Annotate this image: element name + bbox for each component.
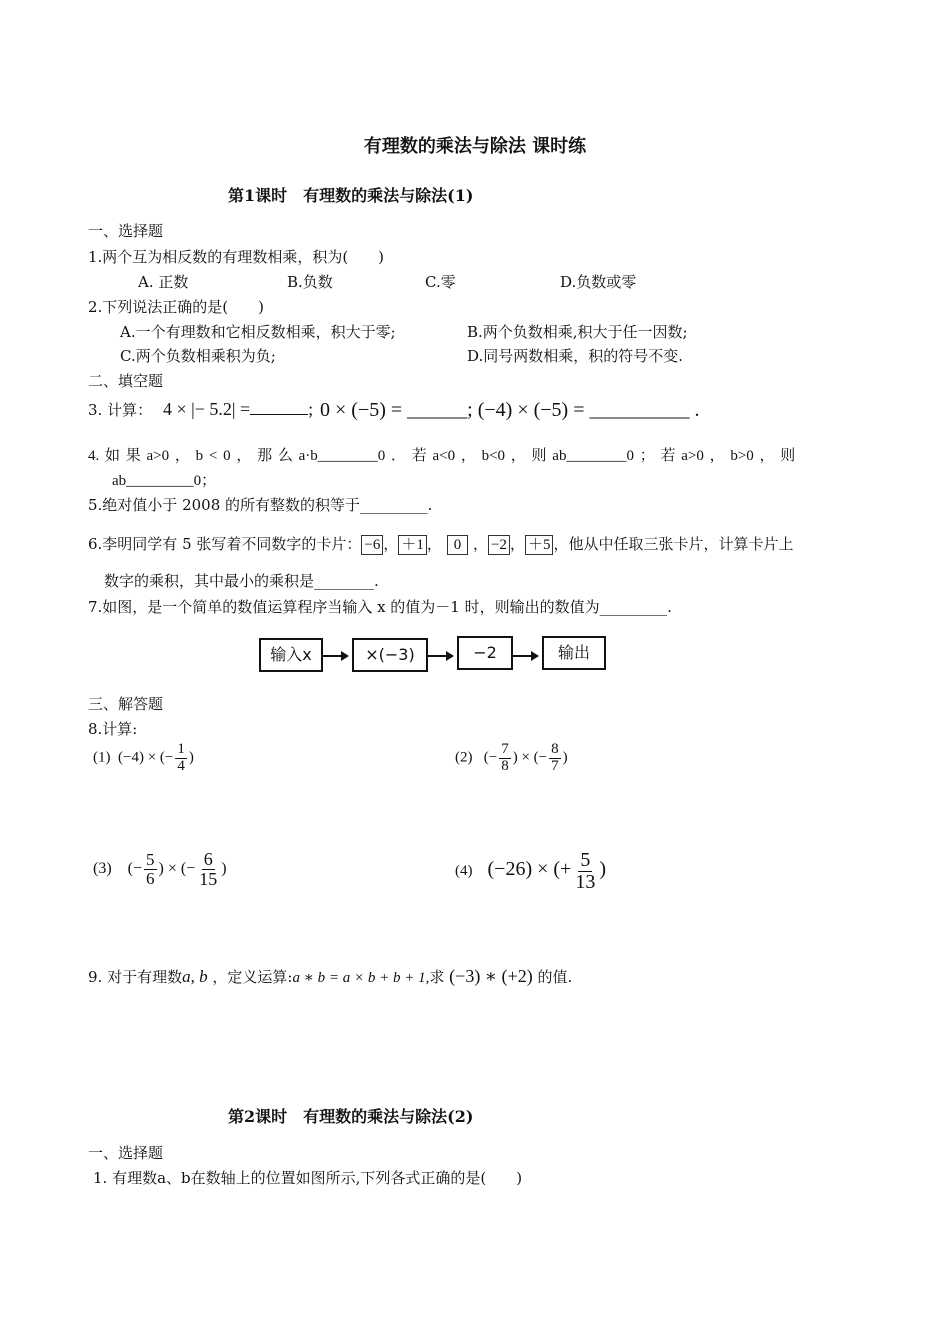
q8-part1: (1) (−4) × (− $\frac{1}{4}$ ) — [93, 741, 194, 774]
lesson2-q1: 1. 有理数a、b在数轴上的位置如图所示,下列各式正确的是( ) — [93, 1169, 523, 1187]
q1-option-a: A. 正数 — [138, 273, 189, 291]
q5: 5.绝对值小于 2008 的所有整数的积等于_________. — [88, 496, 433, 514]
lesson2-heading: 第2课时 有理数的乘法与除法(2) — [228, 1107, 474, 1126]
q9: 9. 对于有理数a, b ，定义运算:a ∗ b = a × b + b + 1,求 (−3) ∗ (+2) 的值. — [88, 966, 573, 986]
q6: 6.李明同学有 5 张写着不同数字的卡片： −6 ， ＋1 ， 0 ， −2 ， ＋5 ，他从中任取三张卡片，计算卡片上 — [88, 535, 794, 553]
q1-stem: 1.两个互为相反数的有理数相乘，积为( ) — [88, 248, 385, 266]
card-3: 0 — [447, 535, 469, 555]
q6-line2: 数字的乘积，其中最小的乘积是________. — [104, 572, 379, 590]
q1-option-d: D.负数或零 — [560, 273, 637, 291]
card-2: ＋1 — [398, 535, 427, 555]
section-solve: 三、解答题 — [88, 695, 164, 713]
q2-stem: 2.下列说法正确的是( ) — [88, 298, 265, 316]
lesson1-heading: 第1课时 有理数的乘法与除法(1) — [228, 186, 474, 205]
flow-arrow-1 — [323, 655, 347, 657]
q3-label: 3. 计算： — [88, 401, 153, 419]
q8-part4: (4) (−26) × (+ $\frac{5}{13}$ ) — [455, 849, 606, 893]
card-1: −6 — [361, 535, 383, 555]
q3-expr1: 4 × |− 5.2| = ; — [163, 399, 314, 419]
q7: 7.如图，是一个简单的数值运算程序当输入 x 的值为－1 时，则输出的数值为_________. — [88, 598, 672, 616]
q8-part3: (3) (− $\frac{5}{6}$ ) × (− $\frac{6}{15}$ ) — [93, 849, 227, 889]
flow-subtract-box: −2 — [457, 636, 513, 670]
q8-part2: (2) (− $\frac{7}{8}$ ) × (− $\frac{8}{7}$ ) — [455, 741, 568, 774]
flow-multiply-box: ×(−3) — [352, 638, 428, 672]
q1-option-b: B.负数 — [287, 273, 333, 291]
q8-label: 8.计算: — [88, 720, 138, 738]
q4-line2: ab_________0； — [112, 473, 217, 489]
q1-option-c: C.零 — [425, 273, 456, 291]
card-4: −2 — [488, 535, 510, 555]
flow-output-box: 输出 — [542, 636, 606, 670]
q2-option-a: A.一个有理数和它相反数相乘，积大于零; — [120, 323, 396, 341]
q6-prefix: 6.李明同学有 5 张写着不同数字的卡片： — [88, 535, 362, 553]
section-fill: 二、填空题 — [88, 372, 164, 390]
card-5: ＋5 — [525, 535, 554, 555]
section-choice: 一、选择题 — [88, 222, 164, 240]
q2-option-b: B.两个负数相乘,积大于任一因数; — [467, 323, 688, 341]
q6-suffix: ，他从中任取三张卡片，计算卡片上 — [553, 535, 794, 553]
flow-arrow-3 — [513, 655, 537, 657]
flow-arrow-2 — [428, 655, 452, 657]
q4-line1: 4. 如 果 a>0 ， b < 0 ， 那 么 a·b________0 ． 若 a<0 ， b<0 ， 则 ab________0 ； 若 a>0 ， b>0 ， 则 — [88, 448, 796, 464]
q3-expr2: 0 × (−5) = ______; (−4) × (−5) = __________ . — [320, 399, 700, 421]
lesson2-section-choice: 一、选择题 — [88, 1144, 164, 1162]
page-title: 有理数的乘法与除法 课时练 — [363, 136, 587, 157]
flow-input-box: 输入x — [259, 638, 323, 672]
q2-option-c: C.两个负数相乘积为负; — [120, 347, 276, 365]
q2-option-d: D.同号两数相乘，积的符号不变. — [467, 347, 684, 365]
